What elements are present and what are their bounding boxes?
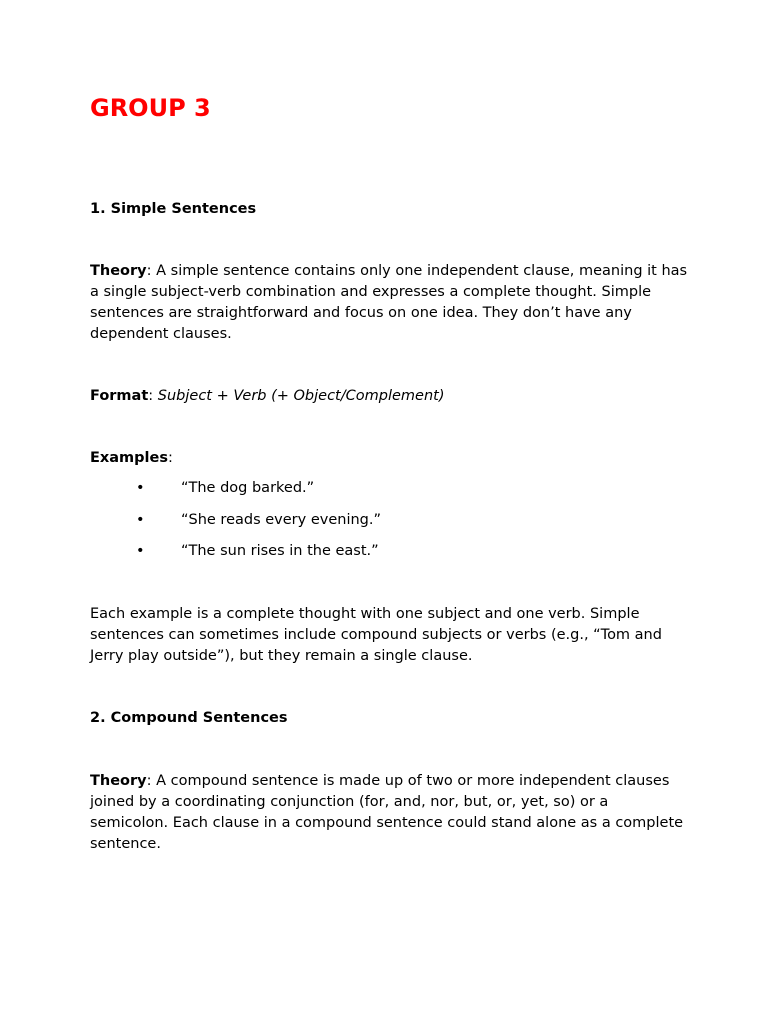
page-title: GROUP 3 — [90, 94, 211, 122]
examples-label: Examples — [90, 450, 168, 466]
example-text: “The sun rises in the east.” — [181, 543, 379, 559]
format-label: Format — [90, 388, 149, 404]
format-separator: : — [148, 388, 158, 404]
example-text: “She reads every evening.” — [181, 511, 381, 528]
examples-heading — [90, 448, 690, 469]
theory-separator: : — [146, 773, 152, 789]
example-text: “The dog barked.” — [181, 480, 315, 496]
theory-text: A compound sentence is made up of two or more independent clauses joined by a coordinating conjunction (for, and, nor, but, or, yet, so) or a semicolon. Each clause in a compound sentence could stand alone as a complete sentence. — [90, 773, 684, 852]
theory-label: Theory — [90, 263, 147, 279]
theory-label: Theory — [90, 773, 147, 789]
compound-theory-paragraph — [90, 771, 690, 855]
simple-theory-paragraph — [90, 261, 690, 345]
section-heading-simple-sentences: 1. Simple Sentences — [90, 201, 257, 217]
bullet-icon: • — [136, 543, 145, 559]
theory-text: A simple sentence contains only one independent clause, meaning it has a single subject-verb combination and expresses a complete thought. Simple sentences are straightforward and focus on one idea. They don’t have any dependent clauses. — [90, 263, 688, 342]
examples-separator: : — [167, 450, 173, 466]
simple-explanation-paragraph: Each example is a complete thought with one subject and one verb. Simple sentences can sometimes include compound subjects or verbs (e.g., “Tom and Jerry play outside”), but they remain a single clause. — [90, 606, 662, 664]
section-heading-compound-sentences: 2. Compound Sentences — [90, 710, 288, 726]
format-text: Subject + Verb (+ Object/Complement) — [157, 388, 445, 404]
bullet-icon: • — [136, 511, 145, 528]
theory-separator: : — [146, 263, 152, 279]
bullet-icon: • — [136, 480, 145, 496]
format-paragraph — [90, 386, 690, 407]
